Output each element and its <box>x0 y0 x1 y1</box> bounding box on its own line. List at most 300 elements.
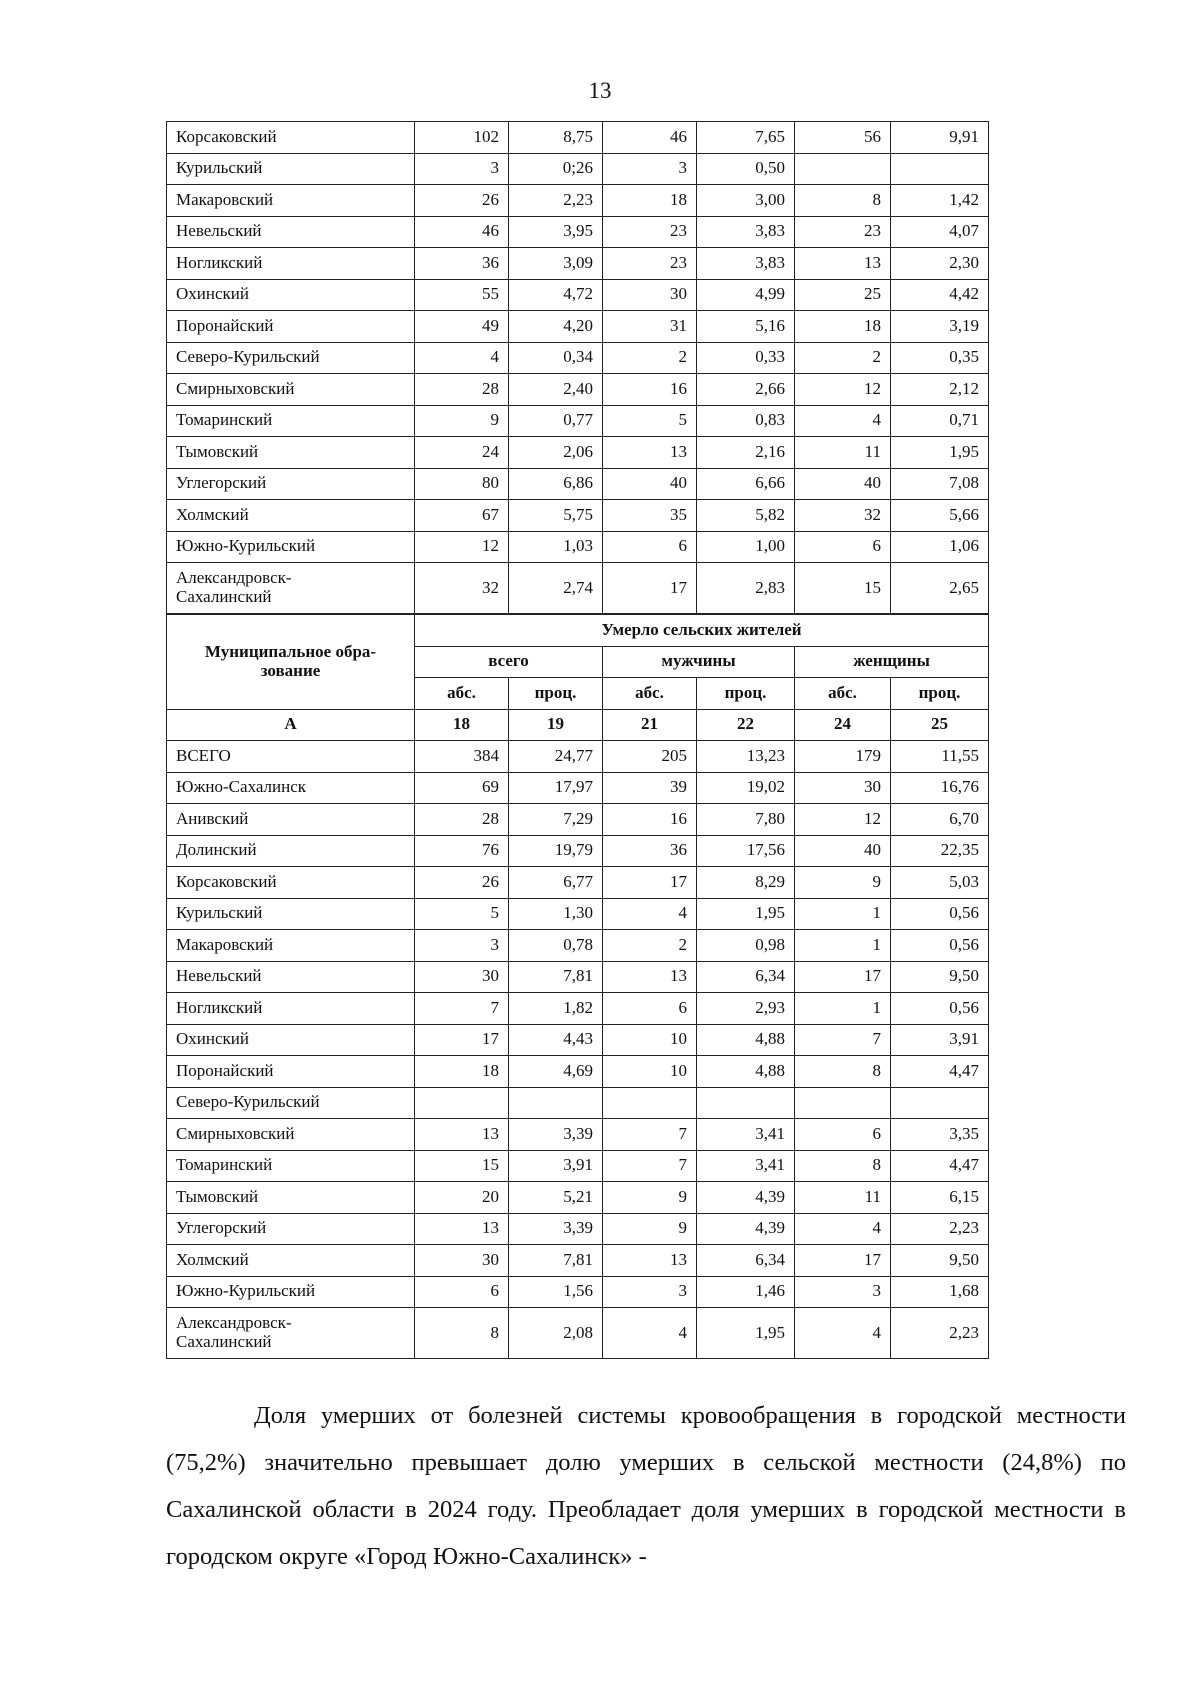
municipality-name: Томаринский <box>167 405 415 437</box>
table-cell: 32 <box>415 563 509 614</box>
table-cell: 4 <box>795 405 891 437</box>
table-cell: 4,99 <box>697 279 795 311</box>
municipality-name: Курильский <box>167 898 415 930</box>
table-cell: 9,50 <box>891 961 989 993</box>
table-cell: 5 <box>603 405 697 437</box>
table-cell: 10 <box>603 1056 697 1088</box>
table-cell: 6 <box>603 993 697 1025</box>
women-header: женщины <box>795 646 989 678</box>
table-cell: 7,65 <box>697 122 795 154</box>
municipality-name: Корсаковский <box>167 122 415 154</box>
abs-header: абс. <box>795 678 891 710</box>
column-number: 21 <box>603 709 697 741</box>
table-row <box>167 500 989 532</box>
table-cell: 0;26 <box>509 153 603 185</box>
table-cell: 0,50 <box>697 153 795 185</box>
table-cell: 4,42 <box>891 279 989 311</box>
table-cell: 5,03 <box>891 867 989 899</box>
table-cell: 2,93 <box>697 993 795 1025</box>
table-cell: 3,41 <box>697 1150 795 1182</box>
table-cell: 4 <box>603 1308 697 1359</box>
table-cell: 4,88 <box>697 1024 795 1056</box>
municipality-name: Южно-Сахалинск <box>167 772 415 804</box>
table-cell: 1,82 <box>509 993 603 1025</box>
pct-header: проц. <box>891 678 989 710</box>
table-cell: 0,71 <box>891 405 989 437</box>
table-cell: 7 <box>603 1119 697 1151</box>
table-row <box>167 741 989 773</box>
table-cell: 23 <box>603 216 697 248</box>
table-cell: 3,83 <box>697 216 795 248</box>
table-cell: 7,81 <box>509 961 603 993</box>
table-cell: 4 <box>795 1213 891 1245</box>
table-cell: 18 <box>415 1056 509 1088</box>
table-cell: 28 <box>415 804 509 836</box>
table-row <box>167 1182 989 1214</box>
table-cell: 25 <box>795 279 891 311</box>
body-paragraph <box>166 1392 1126 1580</box>
municipality-name: Невельский <box>167 961 415 993</box>
table-cell: 1 <box>795 930 891 962</box>
header-row-group <box>167 615 989 647</box>
table-cell: 6 <box>795 531 891 563</box>
column-number: 19 <box>509 709 603 741</box>
table-cell: 2,06 <box>509 437 603 469</box>
table-cell: 4,07 <box>891 216 989 248</box>
municipality-name: Тымовский <box>167 1182 415 1214</box>
table-cell: 7 <box>795 1024 891 1056</box>
table-cell: 8,29 <box>697 867 795 899</box>
table-cell: 8,75 <box>509 122 603 154</box>
table-cell: 4,39 <box>697 1213 795 1245</box>
table-cell: 0,33 <box>697 342 795 374</box>
table-row <box>167 311 989 343</box>
table-cell: 35 <box>603 500 697 532</box>
table-row <box>167 405 989 437</box>
table-row <box>167 122 989 154</box>
municipality-name: Макаровский <box>167 930 415 962</box>
table-cell: 46 <box>415 216 509 248</box>
municipality-name-line: Александровск- <box>176 568 292 588</box>
table-cell: 1,00 <box>697 531 795 563</box>
table-cell: 3,39 <box>509 1213 603 1245</box>
table-cell: 9 <box>415 405 509 437</box>
table-cell: 4,69 <box>509 1056 603 1088</box>
group-title-header: Умерло сельских жителей <box>415 615 989 647</box>
table-cell: 1,46 <box>697 1276 795 1308</box>
table-cell: 0,77 <box>509 405 603 437</box>
table-cell: 9 <box>795 867 891 899</box>
table-cell: 6,34 <box>697 961 795 993</box>
header-row-column-numbers <box>167 709 989 741</box>
table-cell: 6,34 <box>697 1245 795 1277</box>
table-row <box>167 248 989 280</box>
table-cell: 6,66 <box>697 468 795 500</box>
table-cell: 9 <box>603 1213 697 1245</box>
table-cell: 3 <box>603 1276 697 1308</box>
table-cell: 6,70 <box>891 804 989 836</box>
table-cell: 26 <box>415 185 509 217</box>
table-cell: 1,95 <box>697 898 795 930</box>
table-cell: 7,81 <box>509 1245 603 1277</box>
table-cell: 17 <box>415 1024 509 1056</box>
table-cell: 1,42 <box>891 185 989 217</box>
page-number: 13 <box>588 78 612 103</box>
table-row <box>167 835 989 867</box>
table-cell: 13 <box>415 1213 509 1245</box>
table-row <box>167 898 989 930</box>
municipality-name: Томаринский <box>167 1150 415 1182</box>
table-cell: 11 <box>795 437 891 469</box>
table-cell: 3,39 <box>509 1119 603 1151</box>
table-cell: 0,56 <box>891 930 989 962</box>
table-row <box>167 804 989 836</box>
table-cell: 20 <box>415 1182 509 1214</box>
table-cell: 5,82 <box>697 500 795 532</box>
table-cell: 0,83 <box>697 405 795 437</box>
table-cell: 24 <box>415 437 509 469</box>
table-cell: 3,09 <box>509 248 603 280</box>
municipality-name: Южно-Курильский <box>167 531 415 563</box>
table-cell <box>891 1087 989 1119</box>
table-cell: 2,23 <box>891 1308 989 1359</box>
table-cell: 13 <box>415 1119 509 1151</box>
municipality-name: Корсаковский <box>167 867 415 899</box>
table-cell: 8 <box>795 1056 891 1088</box>
table-cell: 24,77 <box>509 741 603 773</box>
table-cell: 15 <box>415 1150 509 1182</box>
table-cell: 2 <box>603 930 697 962</box>
table-cell: 32 <box>795 500 891 532</box>
table-cell: 4 <box>415 342 509 374</box>
table-cell: 16,76 <box>891 772 989 804</box>
table-cell: 1,95 <box>891 437 989 469</box>
table-cell: 26 <box>415 867 509 899</box>
municipality-name: Северо-Курильский <box>167 342 415 374</box>
table-cell: 17 <box>795 961 891 993</box>
table-cell: 40 <box>603 468 697 500</box>
table-row <box>167 1276 989 1308</box>
table-row <box>167 993 989 1025</box>
municipality-name: Холмский <box>167 500 415 532</box>
table-cell: 4,72 <box>509 279 603 311</box>
table-cell: 2,08 <box>509 1308 603 1359</box>
table-cell: 4,39 <box>697 1182 795 1214</box>
municipality-name: Охинский <box>167 1024 415 1056</box>
table-cell: 1,95 <box>697 1308 795 1359</box>
table-cell: 2,66 <box>697 374 795 406</box>
table-cell <box>697 1087 795 1119</box>
table-cell: 13 <box>603 1245 697 1277</box>
urban-deaths-table-continued <box>166 121 989 614</box>
municipality-name-line: Александровск- <box>176 1313 292 1333</box>
municipality-name: Охинский <box>167 279 415 311</box>
table-cell: 2,23 <box>891 1213 989 1245</box>
table-cell: 4,88 <box>697 1056 795 1088</box>
table-cell: 2 <box>603 342 697 374</box>
municipality-name: Холмский <box>167 1245 415 1277</box>
table-cell: 4,43 <box>509 1024 603 1056</box>
table-cell: 80 <box>415 468 509 500</box>
table-cell: 0,98 <box>697 930 795 962</box>
municipality-name <box>167 1308 415 1359</box>
table-cell: 8 <box>795 1150 891 1182</box>
table-cell: 3,83 <box>697 248 795 280</box>
table-cell: 0,78 <box>509 930 603 962</box>
municipality-name: Ногликский <box>167 248 415 280</box>
table-cell: 1,03 <box>509 531 603 563</box>
table-cell: 1 <box>795 898 891 930</box>
municipality-name: Поронайский <box>167 311 415 343</box>
table-cell: 3,41 <box>697 1119 795 1151</box>
table-cell: 2,40 <box>509 374 603 406</box>
table-row <box>167 1150 989 1182</box>
column-number: 25 <box>891 709 989 741</box>
table-cell: 1 <box>795 993 891 1025</box>
table-row <box>167 1308 989 1359</box>
table-cell: 7 <box>603 1150 697 1182</box>
table-cell: 17,97 <box>509 772 603 804</box>
table-cell: 7 <box>415 993 509 1025</box>
men-header: мужчины <box>603 646 795 678</box>
table-cell: 2,65 <box>891 563 989 614</box>
table-row <box>167 185 989 217</box>
table-cell <box>603 1087 697 1119</box>
table-cell: 19,79 <box>509 835 603 867</box>
rural-deaths-table <box>166 614 989 1359</box>
municipality-name: Курильский <box>167 153 415 185</box>
table-cell: 3,91 <box>509 1150 603 1182</box>
table-cell: 31 <box>603 311 697 343</box>
paragraph-text: Доля умерших от болезней системы кровообращения в городской местности (75,2%) значительно превышает долю умерших в сельской местности (24,8%) по Сахалинской области в 2024 году. Преобладает доля умерших в городской местности в городском округе «Город Южно-Сахалинск» - <box>166 1402 1126 1570</box>
table-cell: 36 <box>603 835 697 867</box>
table-cell: 28 <box>415 374 509 406</box>
table-cell: 4,47 <box>891 1150 989 1182</box>
municipality-name <box>167 563 415 614</box>
table-cell: 3,35 <box>891 1119 989 1151</box>
table-row <box>167 153 989 185</box>
table-cell: 13 <box>795 248 891 280</box>
pct-header: проц. <box>509 678 603 710</box>
table-cell: 56 <box>795 122 891 154</box>
table-cell: 2,23 <box>509 185 603 217</box>
table-cell: 7,80 <box>697 804 795 836</box>
table-cell <box>891 153 989 185</box>
table-cell: 55 <box>415 279 509 311</box>
table-cell <box>509 1087 603 1119</box>
table-cell: 12 <box>415 531 509 563</box>
municipality-name: Смирныховский <box>167 374 415 406</box>
table-cell: 22,35 <box>891 835 989 867</box>
table-cell: 4,47 <box>891 1056 989 1088</box>
table-cell <box>415 1087 509 1119</box>
abs-header: абс. <box>415 678 509 710</box>
table-row <box>167 772 989 804</box>
table-cell: 5,16 <box>697 311 795 343</box>
table-cell: 6,77 <box>509 867 603 899</box>
table-row <box>167 1087 989 1119</box>
table-cell: 67 <box>415 500 509 532</box>
table-cell: 17 <box>603 867 697 899</box>
table-row <box>167 468 989 500</box>
table-cell: 2,83 <box>697 563 795 614</box>
table-cell: 2 <box>795 342 891 374</box>
table-cell: 23 <box>603 248 697 280</box>
table-cell: 2,74 <box>509 563 603 614</box>
table-row <box>167 531 989 563</box>
table-cell: 12 <box>795 374 891 406</box>
table-row <box>167 437 989 469</box>
table-cell: 17 <box>795 1245 891 1277</box>
municipality-name: Северо-Курильский <box>167 1087 415 1119</box>
municipality-name: ВСЕГО <box>167 741 415 773</box>
table-cell: 4,20 <box>509 311 603 343</box>
table-row <box>167 1245 989 1277</box>
table-cell: 15 <box>795 563 891 614</box>
table-cell: 12 <box>795 804 891 836</box>
table-cell: 11,55 <box>891 741 989 773</box>
table-cell: 36 <box>415 248 509 280</box>
table-row <box>167 930 989 962</box>
pct-header: проц. <box>697 678 795 710</box>
table-cell: 13,23 <box>697 741 795 773</box>
table-cell: 30 <box>795 772 891 804</box>
table-cell: 0,34 <box>509 342 603 374</box>
table-cell: 179 <box>795 741 891 773</box>
table-cell: 4 <box>795 1308 891 1359</box>
table-row <box>167 216 989 248</box>
table-cell: 3 <box>603 153 697 185</box>
table-cell: 2,30 <box>891 248 989 280</box>
table-cell <box>795 1087 891 1119</box>
table-cell: 205 <box>603 741 697 773</box>
table-cell: 1,68 <box>891 1276 989 1308</box>
table-cell: 46 <box>603 122 697 154</box>
table-cell: 6 <box>795 1119 891 1151</box>
table-cell: 3 <box>415 153 509 185</box>
table-cell: 17 <box>603 563 697 614</box>
table-cell: 13 <box>603 437 697 469</box>
table-cell: 10 <box>603 1024 697 1056</box>
table-cell: 6 <box>415 1276 509 1308</box>
table-cell: 7,08 <box>891 468 989 500</box>
municipality-name: Макаровский <box>167 185 415 217</box>
table-cell: 8 <box>795 185 891 217</box>
table-cell: 4 <box>603 898 697 930</box>
table-row <box>167 1024 989 1056</box>
table-cell: 0,35 <box>891 342 989 374</box>
table-cell: 23 <box>795 216 891 248</box>
table-cell: 2,16 <box>697 437 795 469</box>
table-cell: 0,56 <box>891 993 989 1025</box>
table-cell: 40 <box>795 468 891 500</box>
table-cell: 1,30 <box>509 898 603 930</box>
table-cell: 6,15 <box>891 1182 989 1214</box>
table-cell: 18 <box>603 185 697 217</box>
table-row <box>167 374 989 406</box>
municipality-name: Анивский <box>167 804 415 836</box>
table-row <box>167 961 989 993</box>
table-cell: 30 <box>415 1245 509 1277</box>
table-cell: 5,75 <box>509 500 603 532</box>
municipality-name: Долинский <box>167 835 415 867</box>
table-row <box>167 279 989 311</box>
municipality-name: Южно-Курильский <box>167 1276 415 1308</box>
table-row <box>167 867 989 899</box>
abs-header: абс. <box>603 678 697 710</box>
municipality-name: Углегорский <box>167 468 415 500</box>
table-cell: 5,21 <box>509 1182 603 1214</box>
column-number: 24 <box>795 709 891 741</box>
municipality-name: Невельский <box>167 216 415 248</box>
table-cell: 18 <box>795 311 891 343</box>
table-cell: 76 <box>415 835 509 867</box>
table-cell: 19,02 <box>697 772 795 804</box>
municipality-name: Углегорский <box>167 1213 415 1245</box>
municipality-name-line: Сахалинский <box>176 1332 272 1351</box>
table-cell: 40 <box>795 835 891 867</box>
table-cell: 69 <box>415 772 509 804</box>
table-cell: 0,56 <box>891 898 989 930</box>
table-cell: 13 <box>603 961 697 993</box>
table-cell: 16 <box>603 804 697 836</box>
table-cell: 3 <box>415 930 509 962</box>
municipality-name: Ногликский <box>167 993 415 1025</box>
table-cell: 3,91 <box>891 1024 989 1056</box>
table-cell: 1,56 <box>509 1276 603 1308</box>
table-cell: 30 <box>603 279 697 311</box>
table-row <box>167 1119 989 1151</box>
municipality-header: Муниципальное обра-зование <box>167 615 415 710</box>
table-cell: 2,12 <box>891 374 989 406</box>
table-cell: 9 <box>603 1182 697 1214</box>
table-cell: 384 <box>415 741 509 773</box>
table-cell: 102 <box>415 122 509 154</box>
table-cell: 11 <box>795 1182 891 1214</box>
table-row <box>167 1056 989 1088</box>
table-row <box>167 1213 989 1245</box>
table-cell: 5 <box>415 898 509 930</box>
table-cell: 17,56 <box>697 835 795 867</box>
table-cell: 3,19 <box>891 311 989 343</box>
total-header: всего <box>415 646 603 678</box>
table-cell <box>795 153 891 185</box>
table-cell: 3 <box>795 1276 891 1308</box>
table-cell: 39 <box>603 772 697 804</box>
table-cell: 7,29 <box>509 804 603 836</box>
table-cell: 9,91 <box>891 122 989 154</box>
table-row <box>167 563 989 614</box>
table-row <box>167 342 989 374</box>
municipality-name: Тымовский <box>167 437 415 469</box>
table-cell: 8 <box>415 1308 509 1359</box>
column-a-label: А <box>167 709 415 741</box>
table-cell: 6 <box>603 531 697 563</box>
table-cell: 5,66 <box>891 500 989 532</box>
table-cell: 30 <box>415 961 509 993</box>
table-cell: 49 <box>415 311 509 343</box>
municipality-name: Поронайский <box>167 1056 415 1088</box>
table-cell: 6,86 <box>509 468 603 500</box>
table-cell: 16 <box>603 374 697 406</box>
column-number: 18 <box>415 709 509 741</box>
table-cell: 1,06 <box>891 531 989 563</box>
table-cell: 9,50 <box>891 1245 989 1277</box>
table-cell: 3,95 <box>509 216 603 248</box>
table-cell: 3,00 <box>697 185 795 217</box>
municipality-name: Смирныховский <box>167 1119 415 1151</box>
municipality-name-line: Сахалинский <box>176 587 272 606</box>
